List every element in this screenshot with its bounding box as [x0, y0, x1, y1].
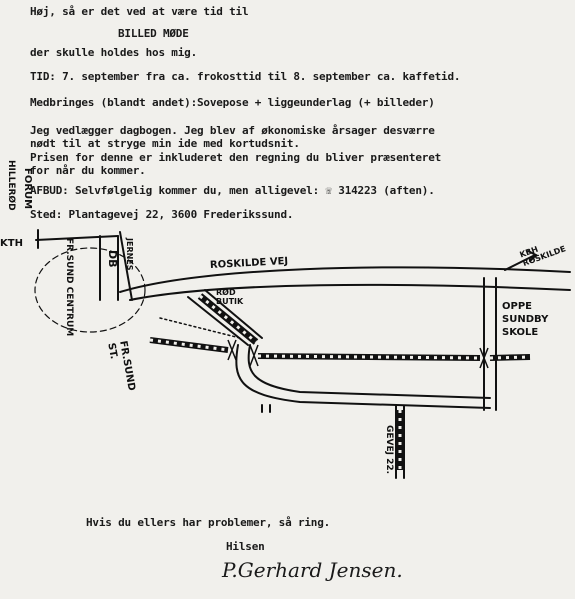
problems-line: Hvis du ellers har problemer, så ring. [86, 516, 331, 529]
diary-line-1: Jeg vedlægger dagbogen. Jeg blev af økonomiske årsager desværre [30, 124, 435, 137]
afbud-line: AFBUD: Selvfølgelig kommer du, men alligevel: ☏ 314223 (aften). [30, 184, 435, 197]
label-roskilde-vej: ROSKILDE VEJ [209, 255, 289, 272]
letter-title: BILLED MØDE [118, 27, 189, 40]
price-line-2: for når du kommer. [30, 164, 146, 177]
label-kth: KTH [0, 238, 23, 249]
signature: P.Gerhard Jensen. [222, 558, 403, 582]
greeting-line: Høj, så er det ved at være tid til [30, 5, 249, 18]
diary-line-2: nødt til at stryge min ide med kortudsnit. [30, 137, 300, 150]
sted-line: Sted: Plantagevej 22, 3600 Frederikssund. [30, 208, 294, 221]
label-gevej: GEVEJ 22. [384, 425, 394, 475]
label-jernes: JERNES [125, 238, 134, 271]
price-line-1: Prisen for denne er inkluderet den regning du bliver præsenteret [30, 151, 442, 164]
held-at-line: der skulle holdes hos mig. [30, 46, 197, 59]
label-db: DB [106, 250, 119, 268]
bring-line: Medbringes (blandt andet):Sovepose + liggeunderlag (+ billeder) [30, 96, 435, 109]
closing-line: Hilsen [226, 540, 265, 553]
label-hillerod: HILLERØD [6, 160, 16, 211]
label-forum: FORUM [22, 168, 33, 210]
label-fr-sund-st: FR.SUND ST. [105, 340, 137, 392]
time-line: TID: 7. september fra ca. frokosttid til 8. september ca. kaffetid. [30, 70, 461, 83]
label-fr-sund-centrum: FR.SUND CENTRUM [64, 238, 74, 337]
label-opper-sundby-skole: OPPE SUNDBY SKOLE [502, 301, 549, 338]
label-kbh-roskilde: KBH ROSKILDE [518, 244, 567, 269]
label-rod-butik: RØD BUTIK [216, 288, 244, 306]
